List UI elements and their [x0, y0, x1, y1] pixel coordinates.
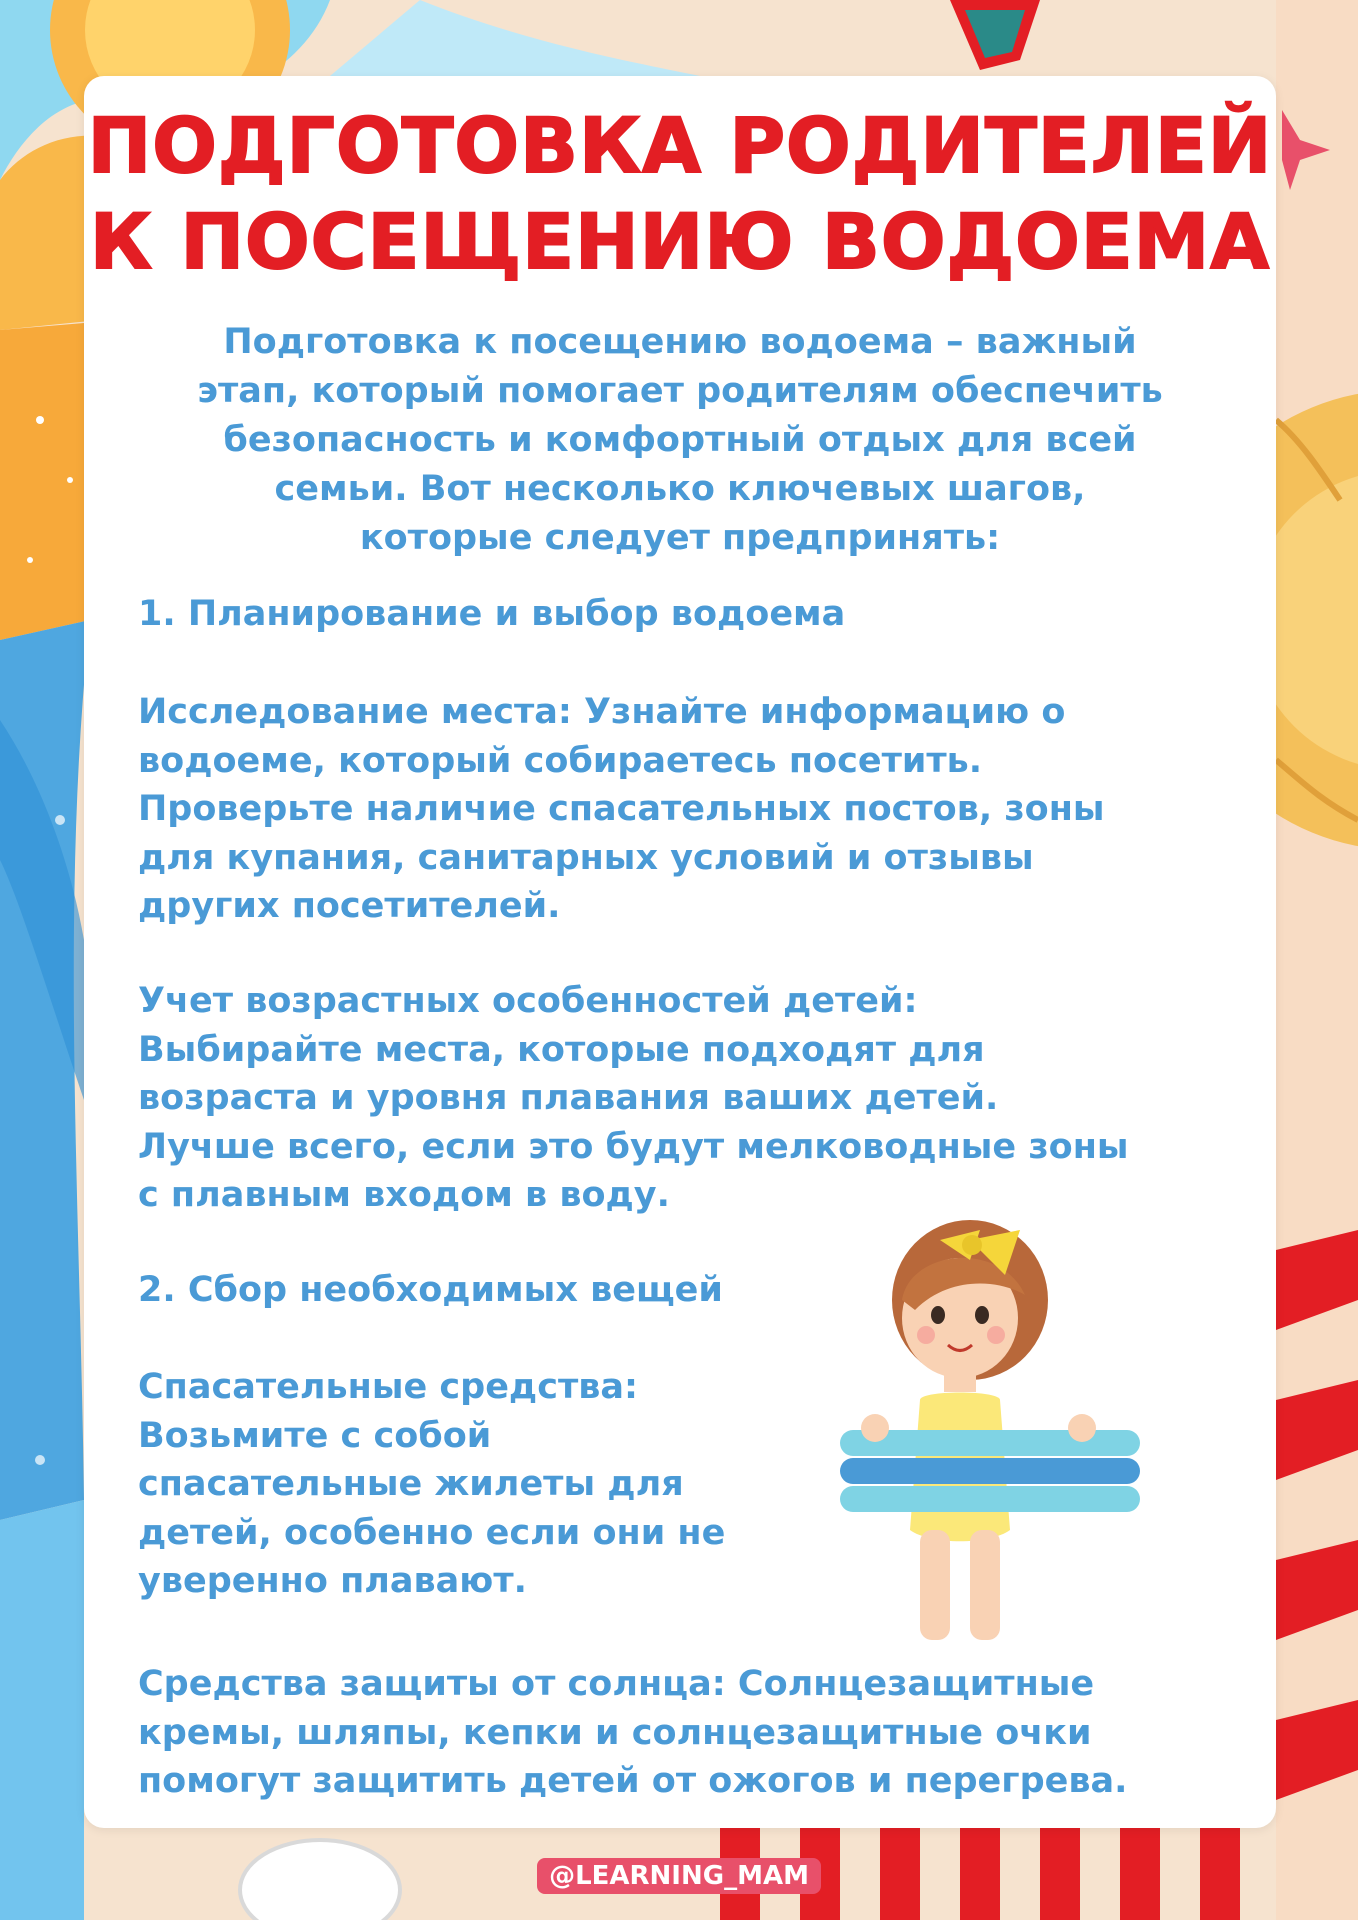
footer-handle: [0, 1858, 1358, 1894]
paragraph-line: для купания, санитарных условий и отзывы: [138, 837, 1034, 878]
paragraph-line: помогут защитить детей от ожогов и перегрева.: [138, 1761, 1128, 1801]
paragraph-line: водоеме, который собираетесь посетить.: [138, 740, 983, 781]
intro-line: которые следует предпринять:: [359, 518, 1001, 558]
paragraph-line: спасательные жилеты для: [138, 1464, 684, 1504]
intro-line: этап, который помогает родителям обеспечить: [197, 371, 1163, 411]
paragraph-line: Выбирайте места, которые подходят для: [138, 1029, 985, 1070]
paragraph-line: уверенно плавают.: [138, 1561, 527, 1601]
paragraph-line: кремы, шляпы, кепки и солнцезащитные очки: [138, 1712, 1092, 1753]
paragraph-line: других посетителей.: [138, 886, 561, 926]
paragraph-line: с плавным входом в воду.: [138, 1175, 670, 1215]
paragraph-line: детей, особенно если они не: [138, 1512, 726, 1553]
handle-badge: @LEARNING_MAM: [537, 1858, 821, 1894]
paragraph-line: возраста и уровня плавания ваших детей.: [138, 1078, 999, 1118]
title-line-2: К ПОСЕЩЕНИЮ ВОДОЕМА: [89, 197, 1271, 286]
intro-line: безопасность и комфортный отдых для всей: [223, 420, 1137, 460]
paragraph-line: Проверьте наличие спасательных постов, зоны: [138, 789, 1105, 829]
paragraph-line: Лучше всего, если это будут мелководные зоны: [138, 1126, 1129, 1167]
section-1-paragraph-1: [138, 688, 1105, 931]
paragraph-line: Исследование места: Узнайте информацию о: [138, 692, 1066, 732]
paragraph-line: Возьмите с собой: [138, 1415, 492, 1456]
section-2-heading: 2. Сбор необходимых вещей: [138, 1270, 723, 1310]
section-1-heading: 1. Планирование и выбор водоема: [138, 594, 846, 634]
girl-with-swim-float-illustration: [820, 1200, 1160, 1660]
paragraph-line: Средства защиты от солнца: Солнцезащитные: [138, 1664, 1095, 1704]
intro-line: семьи. Вот несколько ключевых шагов,: [274, 469, 1086, 509]
paragraph-line: Спасательные средства:: [138, 1367, 638, 1407]
section-2-paragraph-1: [138, 1363, 725, 1606]
intro-paragraph: [134, 318, 1226, 563]
page-title: [84, 98, 1276, 290]
section-1-paragraph-2: [138, 977, 1129, 1220]
section-2-paragraph-2: [138, 1660, 1127, 1806]
paragraph-line: Учет возрастных особенностей детей:: [138, 981, 918, 1021]
intro-line: Подготовка к посещению водоема – важный: [223, 322, 1137, 362]
title-line-1: ПОДГОТОВКА РОДИТЕЛЕЙ: [87, 101, 1273, 190]
